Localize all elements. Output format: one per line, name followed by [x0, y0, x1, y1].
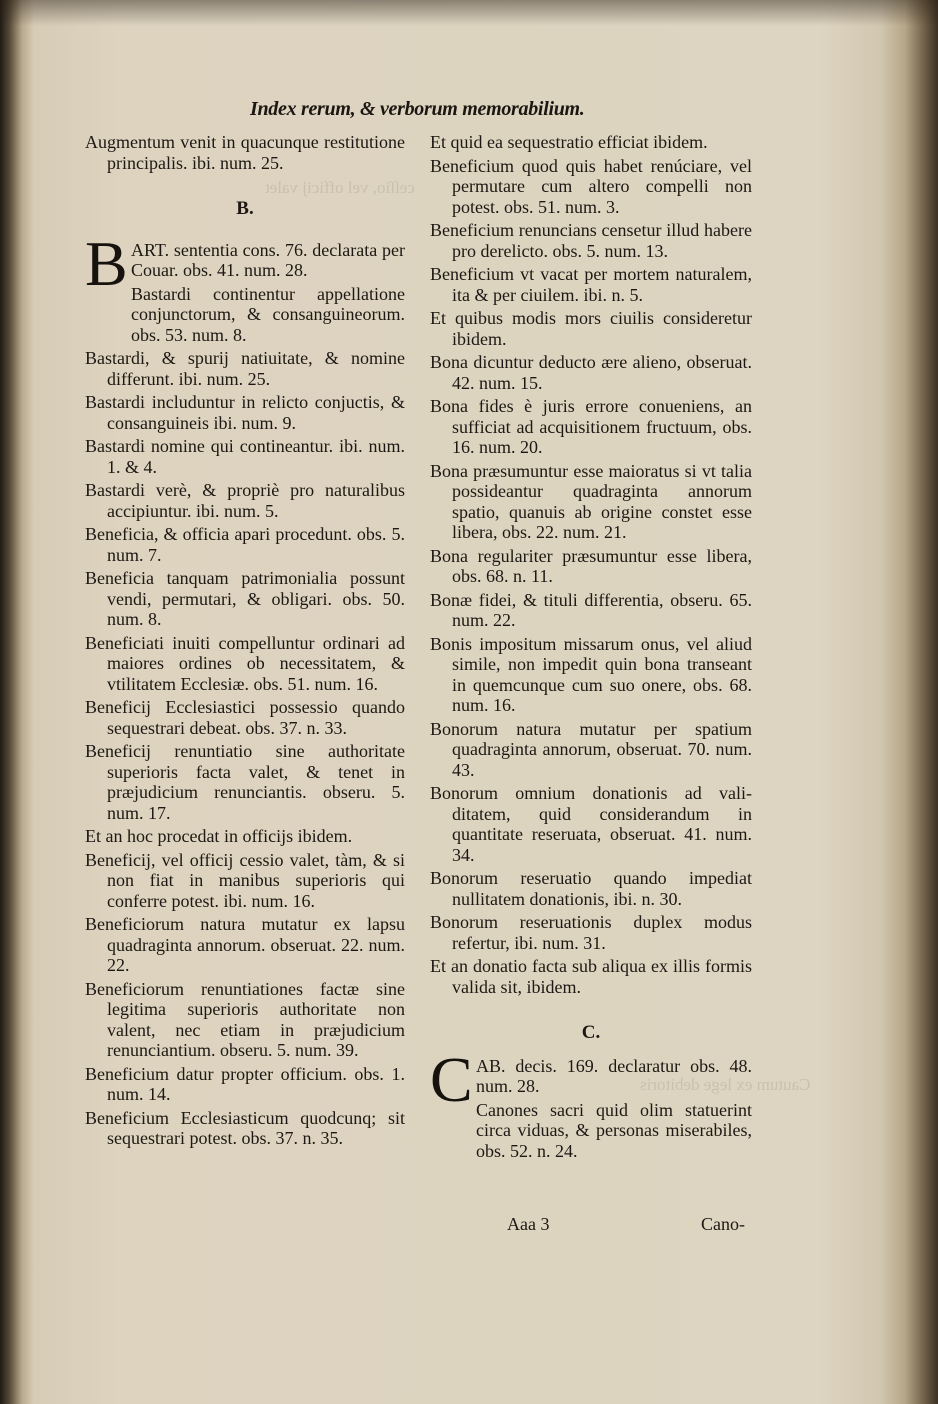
catchword: Cano- — [701, 1214, 745, 1234]
running-head: Index rerum, & verborum memorabilium. — [250, 98, 585, 120]
index-entry: Bonorum omnium donationis ad validitatem, quid considerandum in quantitate reseruata, obseruat. 41. num. 34. — [430, 783, 752, 865]
index-entry: Beneficium renuncians censetur illud habere pro derelicto. obs. 5. num. 13. — [430, 220, 752, 261]
drop-cap-entry — [85, 227, 405, 299]
index-entry-text: ART. sententia cons. 76. declarata per Couar. obs. 41. num. 28. — [131, 239, 405, 280]
index-entry: Bastardi verè, & propriè pro naturalibus accipiuntur. ibi. num. 5. — [85, 480, 405, 521]
index-entry: Beneficium quod quis habet renúciare, vel permutare cum altero compelli non potest. obs. 51. num. 3. — [430, 155, 752, 217]
index-entry: Bonorum reseruatio quando impediat nullitatem donationis, ibi. n. 30. — [430, 868, 752, 909]
index-entry: Beneficij renuntiatio sine authoritate superioris facta valet, & tenet in præjudicium renunciantis. obseru. 5. num. 17. — [85, 741, 405, 823]
section-letter-c: C. — [581, 1022, 601, 1043]
index-entry: Bona præsumuntur esse maioratus si vt talia possideantur quadraginta annorum spatio, quanuis ab origine constet esse libera, obs. 22. num. 21. — [430, 460, 752, 542]
index-entry: Bonorum natura mutatur per spatium quadraginta annorum, obseruat. 70. num. 43. — [430, 718, 752, 780]
index-entry: Et an hoc procedat in officijs ibidem. — [85, 826, 353, 846]
index-entry: Bonorum reseruationis duplex modus refertur, ibi. num. 31. — [430, 912, 752, 953]
index-entry: Bastardi continentur appellatione conjunctorum, & consanguineorum. obs. 53. num. 8. — [131, 283, 405, 345]
index-entry: Bastardi includuntur in relicto conjuctis, & consanguineis ibi. num. 9. — [85, 392, 405, 433]
index-entry: Et quibus modis mors ciuilis consideretur ibidem. — [430, 308, 752, 349]
index-entry: Bastardi nomine qui contineantur. ibi. num. 1. & 4. — [85, 436, 405, 477]
index-entry: Beneficiati inuiti compelluntur ordinari ad maiores ordines ob necessitatem, & vtilitatem Ecclesiæ. obs. 51. num. 16. — [85, 632, 405, 694]
index-entry: Augmentum venit in quacunque restitutione principalis. ibi. num. 25. — [85, 132, 405, 173]
drop-cap-c: C — [430, 1043, 473, 1115]
right-column — [430, 132, 752, 1164]
bleed-through-text: ceſſio, vel officij valet — [265, 178, 415, 197]
section-letter-b: B. — [236, 198, 254, 219]
index-entry: Beneficia tanquam patrimonialia possunt vendi, permutari, & obligari. obs. 50. num. 8. — [85, 568, 405, 629]
index-entry: Beneficium vt vacat per mortem naturalem, ita & per ciuilem. ibi. n. 5. — [430, 264, 752, 305]
index-entry: Bastardi, & spurij natiuitate, & nomine differunt. ibi. num. 25. — [85, 348, 405, 389]
index-entry: Beneficij, vel officij cessio valet, tàm, & si non fiat in manibus superioris qui conferre potest. ibi. num. 16. — [85, 849, 405, 911]
drop-cap-entry — [430, 1043, 752, 1115]
left-column — [85, 132, 405, 1152]
index-entry: Et an donatio facta sub aliqua ex illis formis valida sit, ibidem. — [430, 956, 752, 997]
index-entry: Bonis impositum missarum onus, vel aliud simile, non impedit quin bona transeant in quemcunque cum suo onere, obs. 68. num. 16. — [430, 633, 752, 715]
signature-mark: Aaa 3 — [507, 1214, 550, 1234]
index-entry: Et quid ea sequestratio efficiat ibidem. — [430, 132, 708, 152]
index-entry: Beneficium datur propter officium. obs. 1. num. 14. — [85, 1063, 405, 1104]
index-entry-text: AB. decis. 169. declaratur obs. 48. num. 28. — [476, 1055, 752, 1096]
index-entry: Bona dicuntur deducto ære alieno, obseruat. 42. num. 15. — [430, 352, 752, 393]
index-entry: Bonæ fidei, & tituli differentia, obseru. 65. num. 22. — [430, 589, 752, 630]
drop-cap-b: B — [85, 227, 128, 299]
index-entry: Beneficij Ecclesiastici possessio quando sequestrari debeat. obs. 37. n. 33. — [85, 697, 405, 738]
index-entry: Beneficiorum natura mutatur ex lapsu quadraginta annorum. obseruat. 22. num. 22. — [85, 914, 405, 975]
bleed-through-text: Cautum ex lege debitoris — [640, 1075, 811, 1094]
index-entry: Bona fides è juris errore conueniens, an sufficiat ad acquisitionem fructuum, obs. 16. num. 20. — [430, 396, 752, 457]
index-entry: Beneficia, & officia apari procedunt. obs. 5. num. 7. — [85, 524, 405, 565]
index-entry: Canones sacri quid olim statuerint circa viduas, & personas miserabiles, obs. 52. n. 24. — [476, 1099, 752, 1161]
index-entry: Bona regulariter præsumuntur esse libera, obs. 68. n. 11. — [430, 545, 752, 586]
index-entry: Beneficiorum renuntiationes factæ sine legitima superioris authoritate non valent, nec etiam in præjudicium renunciantium. obseru. 5. num. 39. — [85, 978, 405, 1060]
index-entry: Beneficium Ecclesiasticum quodcunq; sit sequestrari potest. obs. 37. n. 35. — [85, 1107, 405, 1148]
